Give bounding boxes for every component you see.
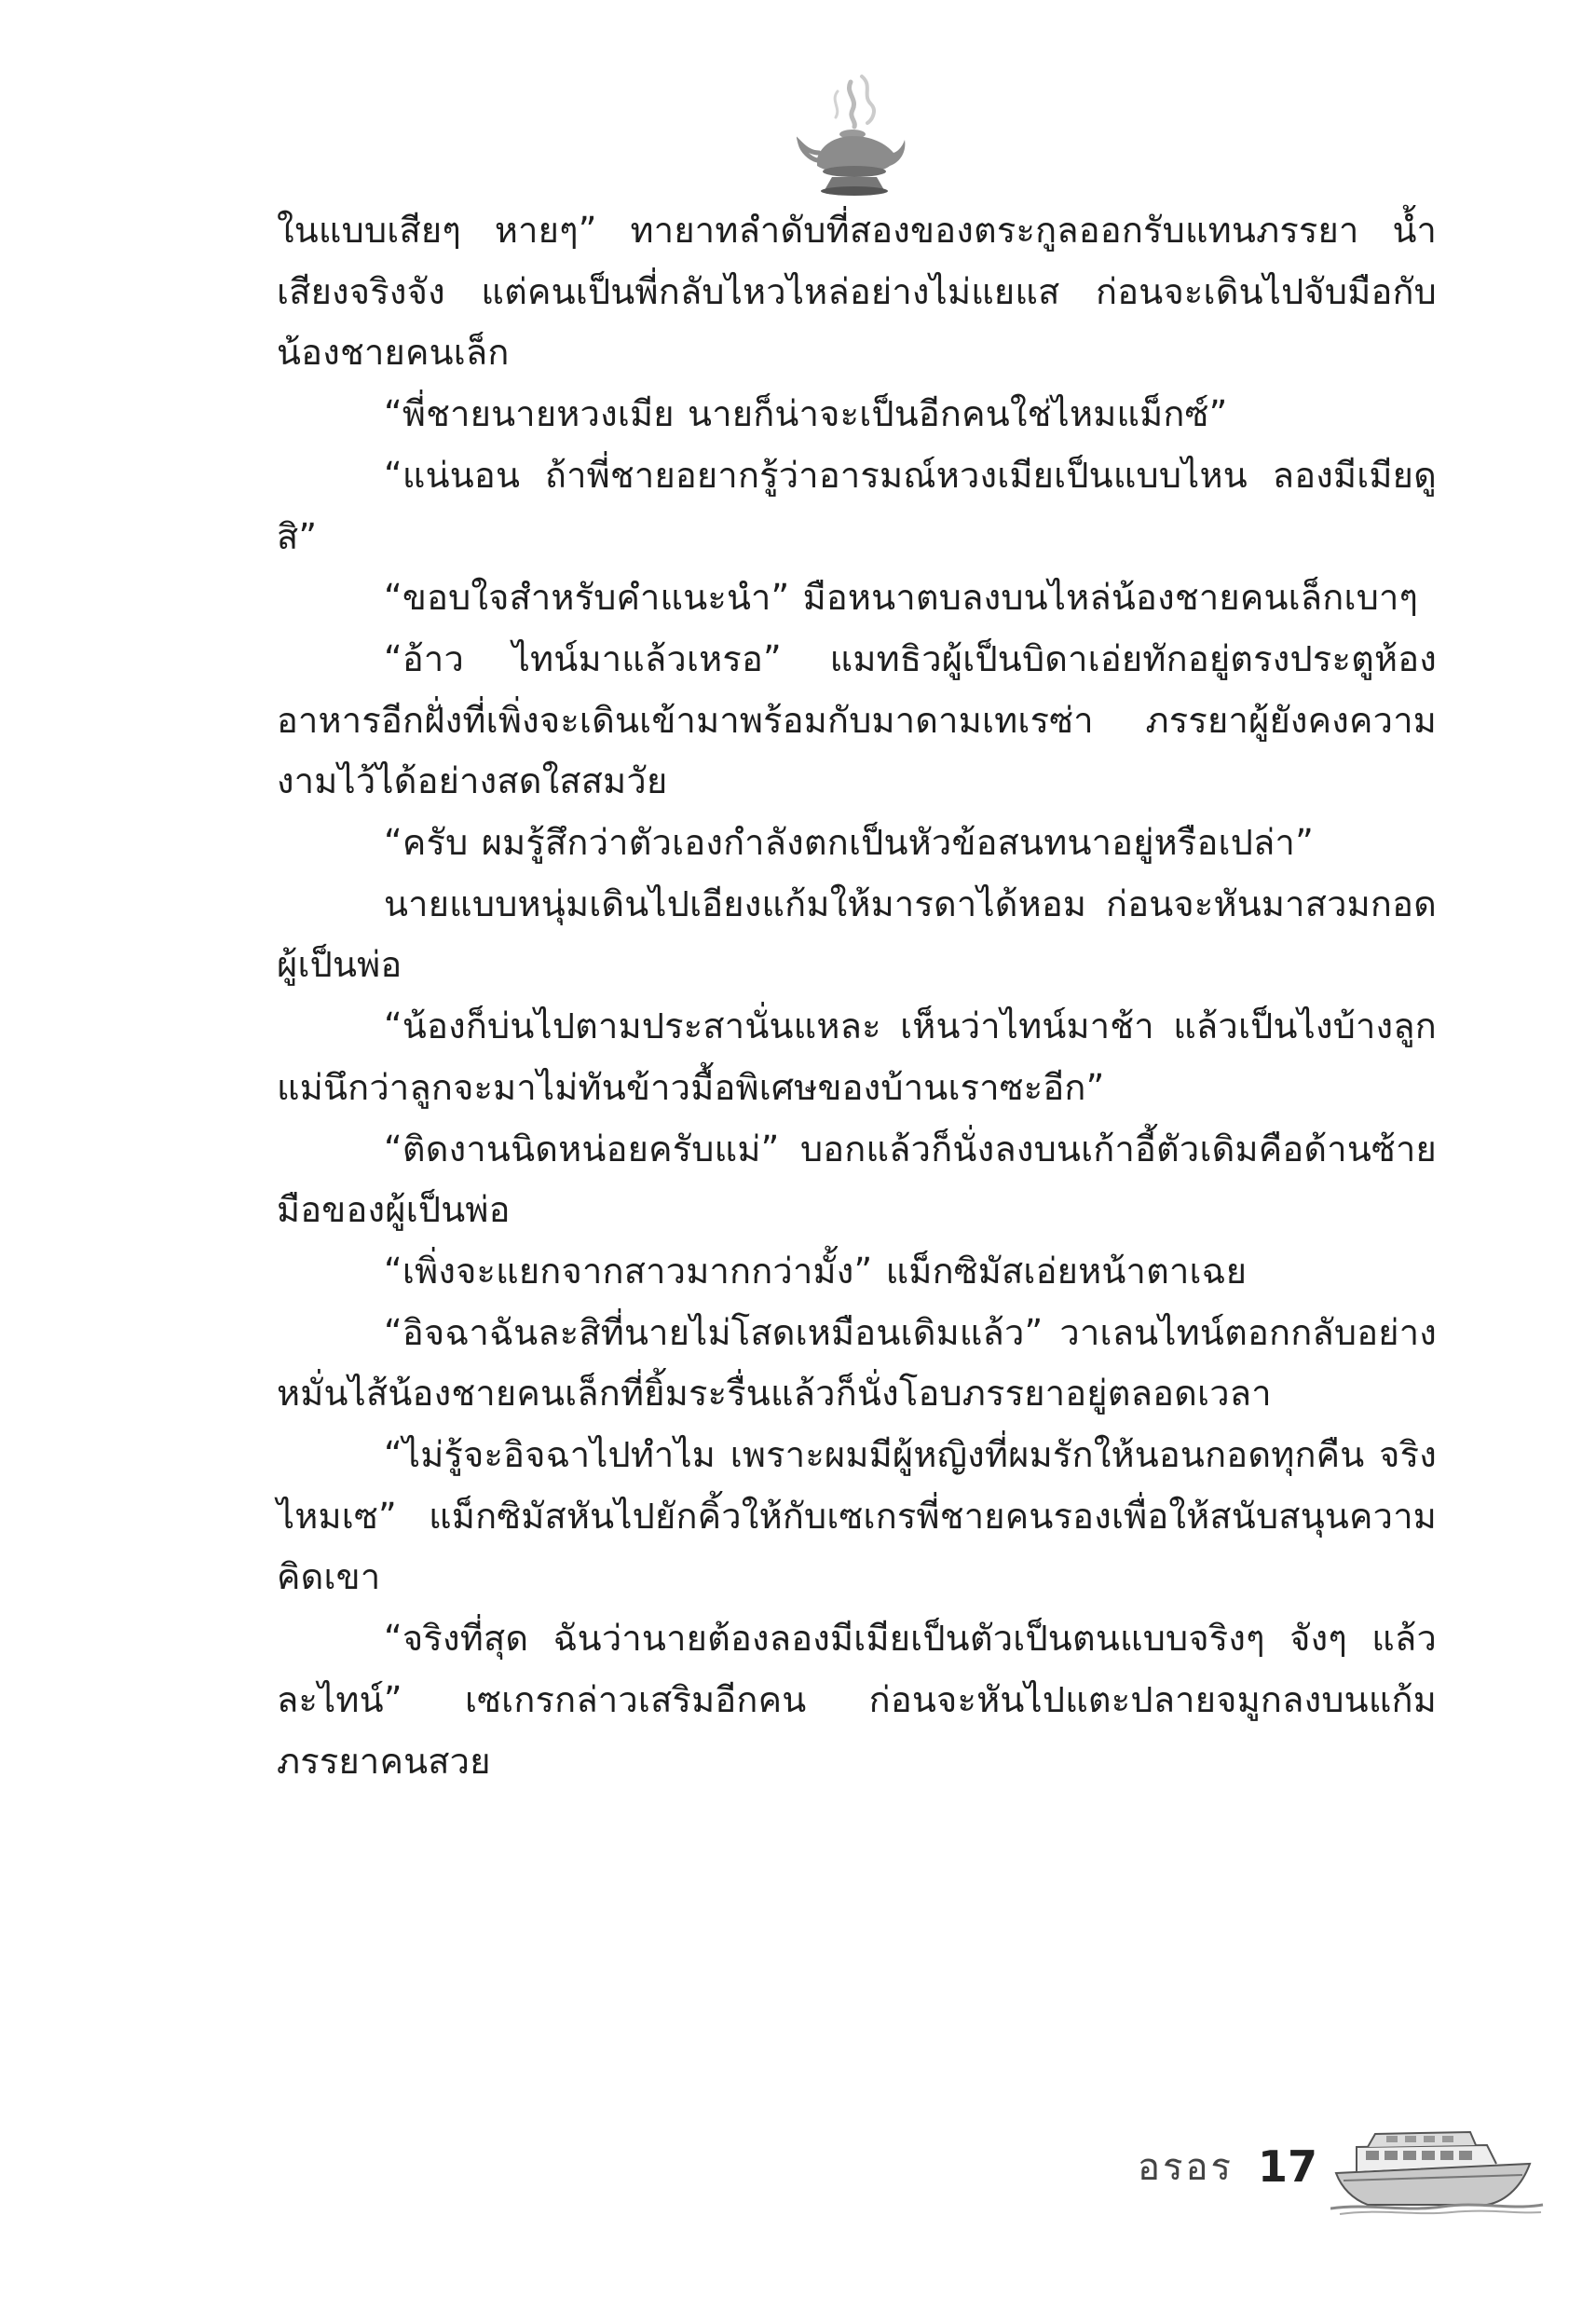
book-title: อรอร [1137, 2146, 1234, 2189]
paragraph: “ขอบใจสำหรับคำแนะนำ” มือหนาตบลงบนไหล่น้องชายคนเล็กเบาๆ [384, 577, 1419, 619]
paragraph: นายแบบหนุ่มเดินไปเอียงแก้มให้มารดาได้หอม ก่อนจะหันมาสวมกอดผู้เป็นพ่อ [277, 882, 1437, 986]
paragraph: ในแบบเสียๆ หายๆ” ทายาทลำดับที่สองของตระกูลออกรับแทนภรรยา น้ำเสียงจริงจัง แต่คนเป็นพี่กลับไหวไหล่อย่างไม่แยแส ก่อนจะเดินไปจับมือกับน้องชายคนเล็ก [277, 210, 1437, 374]
paragraph: “น้องก็บ่นไปตามประสานั่นแหละ เห็นว่าไทน์มาช้า แล้วเป็นไงบ้างลูก แม่นึกว่าลูกจะมาไม่ทันข้าวมื้อพิเศษของบ้านเราซะอีก” [277, 1005, 1437, 1108]
magic-lamp-icon [797, 73, 908, 198]
page-number: 17 [1257, 2141, 1317, 2192]
paragraph: “พี่ชายนายหวงเมีย นายก็น่าจะเป็นอีกคนใช่ไหมแม็กซ์” [384, 393, 1228, 435]
paragraph: “จริงที่สุด ฉันว่านายต้องลองมีเมียเป็นตัวเป็นตนแบบจริงๆ จังๆ แล้วละไทน์” เซเกรกล่าวเสริมอีกคน ก่อนจะหันไปแตะปลายจมูกลงบนแก้มภรรยาคนสวย [277, 1618, 1437, 1782]
paragraph: “ไม่รู้จะอิจฉาไปทำไม เพราะผมมีผู้หญิงที่ผมรักให้นอนกอดทุกคืน จริงไหมเซ” แม็กซิมัสหันไปยักคิ้วให้กับเซเกรพี่ชายคนรองเพื่อให้สนับสนุนความคิดเขา [277, 1434, 1437, 1598]
paragraph: “แน่นอน ถ้าพี่ชายอยากรู้ว่าอารมณ์หวงเมียเป็นแบบไหน ลองมีเมียดูสิ” [277, 454, 1437, 557]
boat-icon [1330, 2115, 1545, 2218]
paragraph: “เพิ่งจะแยกจากสาวมากกว่ามั้ง” แม็กซิมัสเอ่ยหน้าตาเฉย [384, 1250, 1248, 1292]
paragraph: “อ้าว ไทน์มาแล้วเหรอ” แมทธิวผู้เป็นบิดาเอ่ยทักอยู่ตรงประตูห้องอาหารอีกฝั่งที่เพิ่งจะเดินเข้ามาพร้อมกับมาดามเทเรซ่า ภรรยาผู้ยังคงความงามไว้ได้อย่างสดใสสมวัย [277, 637, 1437, 802]
text-body [277, 200, 1437, 1792]
paragraph: “อิจฉาฉันละสิที่นายไม่โสดเหมือนเดิมแล้ว” วาเลนไทน์ตอกกลับอย่างหมั่นไส้น้องชายคนเล็กที่ยิ้มระรื่นแล้วก็นั่งโอบภรรยาอยู่ตลอดเวลา [277, 1311, 1437, 1415]
paragraph: “ติดงานนิดหน่อยครับแม่” บอกแล้วก็นั่งลงบนเก้าอี้ตัวเดิมคือด้านซ้ายมือของผู้เป็นพ่อ [277, 1128, 1437, 1231]
paragraph: “ครับ ผมรู้สึกว่าตัวเองกำลังตกเป็นหัวข้อสนทนาอยู่หรือเปล่า” [384, 822, 1314, 864]
page-footer [1138, 2115, 1545, 2218]
